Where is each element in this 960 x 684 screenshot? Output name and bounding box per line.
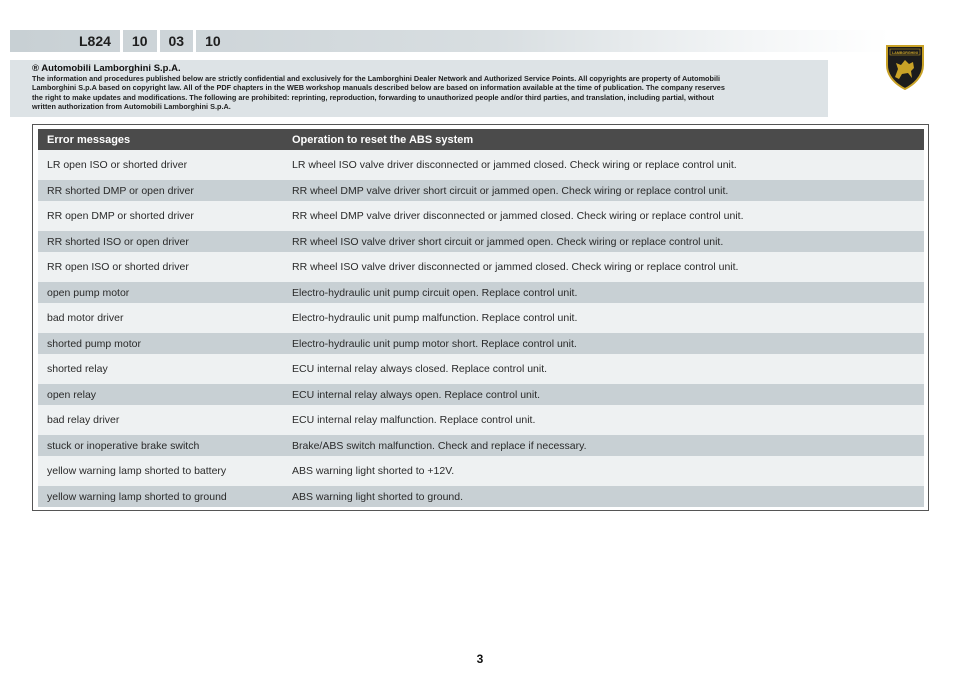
operation-cell: Brake/ABS switch malfunction. Check and replace if necessary. — [283, 435, 924, 456]
operation-cell: ECU internal relay always closed. Replace control unit. — [283, 354, 924, 384]
operation-cell: ABS warning light shorted to ground. — [283, 486, 924, 507]
notice-line: Lamborghini S.p.A based on copyright law. All of the PDF chapters in the WEB workshop manuals described below are based on information available at the time of publication. The company reserves — [32, 83, 725, 93]
notice-line: written authorization from Automobili Lamborghini S.p.A. — [32, 101, 231, 111]
company-name: ® Automobili Lamborghini S.p.A. — [32, 63, 181, 74]
table-row — [38, 150, 924, 180]
error-message-cell: RR open ISO or shorted driver — [38, 252, 283, 282]
operation-cell: RR wheel ISO valve driver short circuit or jammed open. Check wiring or replace control unit. — [283, 231, 924, 252]
document-code-section: 10 — [193, 30, 230, 52]
document-code-subgroup: 03 — [157, 30, 194, 52]
column-header-operation: Operation to reset the ABS system — [283, 129, 924, 150]
error-message-cell: RR open DMP or shorted driver — [38, 201, 283, 231]
error-message-cell: yellow warning lamp shorted to ground — [38, 486, 283, 507]
error-message-cell: shorted relay — [38, 354, 283, 384]
operation-cell: Electro-hydraulic unit pump circuit open. Replace control unit. — [283, 282, 924, 303]
document-code-model: L824 — [79, 33, 111, 49]
operation-cell: ABS warning light shorted to +12V. — [283, 456, 924, 486]
error-message-cell: RR shorted ISO or open driver — [38, 231, 283, 252]
column-header-error-messages: Error messages — [38, 129, 283, 150]
table-row — [38, 435, 924, 456]
table-row — [38, 486, 924, 507]
error-message-cell: LR open ISO or shorted driver — [38, 150, 283, 180]
table-row — [38, 354, 924, 384]
error-message-cell: bad motor driver — [38, 303, 283, 333]
error-message-cell: RR shorted DMP or open driver — [38, 180, 283, 201]
table-row — [38, 201, 924, 231]
error-message-cell: shorted pump motor — [38, 333, 283, 354]
table-row — [38, 282, 924, 303]
abs-error-table-frame — [32, 124, 929, 511]
document-code-group: 10 — [120, 30, 157, 52]
page-number: 3 — [476, 652, 484, 666]
error-message-cell: stuck or inoperative brake switch — [38, 435, 283, 456]
table-row — [38, 333, 924, 354]
table-row — [38, 384, 924, 405]
copyright-notice — [10, 60, 828, 117]
operation-cell: ECU internal relay malfunction. Replace control unit. — [283, 405, 924, 435]
operation-cell: Electro-hydraulic unit pump malfunction. Replace control unit. — [283, 303, 924, 333]
table-row — [38, 405, 924, 435]
error-message-cell: open pump motor — [38, 282, 283, 303]
operation-cell: RR wheel ISO valve driver disconnected or jammed closed. Check wiring or replace control unit. — [283, 252, 924, 282]
abs-error-table — [38, 129, 924, 507]
svg-text:LAMBORGHINI: LAMBORGHINI — [892, 50, 918, 55]
document-code-strip — [70, 30, 230, 52]
operation-cell: Electro-hydraulic unit pump motor short. Replace control unit. — [283, 333, 924, 354]
operation-cell: RR wheel DMP valve driver short circuit or jammed open. Check wiring or replace control unit. — [283, 180, 924, 201]
operation-cell: ECU internal relay always open. Replace control unit. — [283, 384, 924, 405]
notice-line: The information and procedures published below are strictly confidential and exclusively for the Lamborghini Dealer Network and Authorized Service Points. All copyrights are property of Automobili — [32, 74, 721, 83]
error-message-cell: yellow warning lamp shorted to battery — [38, 456, 283, 486]
notice-line: the right to make updates and modifications. The following are prohibited: reprinting, reproduction, forwarding to unauthorized people and/or third parties, and translation, including partial, without — [32, 92, 714, 102]
operation-cell: RR wheel DMP valve driver disconnected or jammed closed. Check wiring or replace control unit. — [283, 201, 924, 231]
table-row — [38, 231, 924, 252]
operation-cell: LR wheel ISO valve driver disconnected or jammed closed. Check wiring or replace control unit. — [283, 150, 924, 180]
table-row — [38, 180, 924, 201]
table-header-row — [38, 129, 924, 150]
table-row — [38, 252, 924, 282]
table-row — [38, 456, 924, 486]
error-message-cell: open relay — [38, 384, 283, 405]
lamborghini-logo — [885, 43, 925, 90]
error-message-cell: bad relay driver — [38, 405, 283, 435]
table-row — [38, 303, 924, 333]
